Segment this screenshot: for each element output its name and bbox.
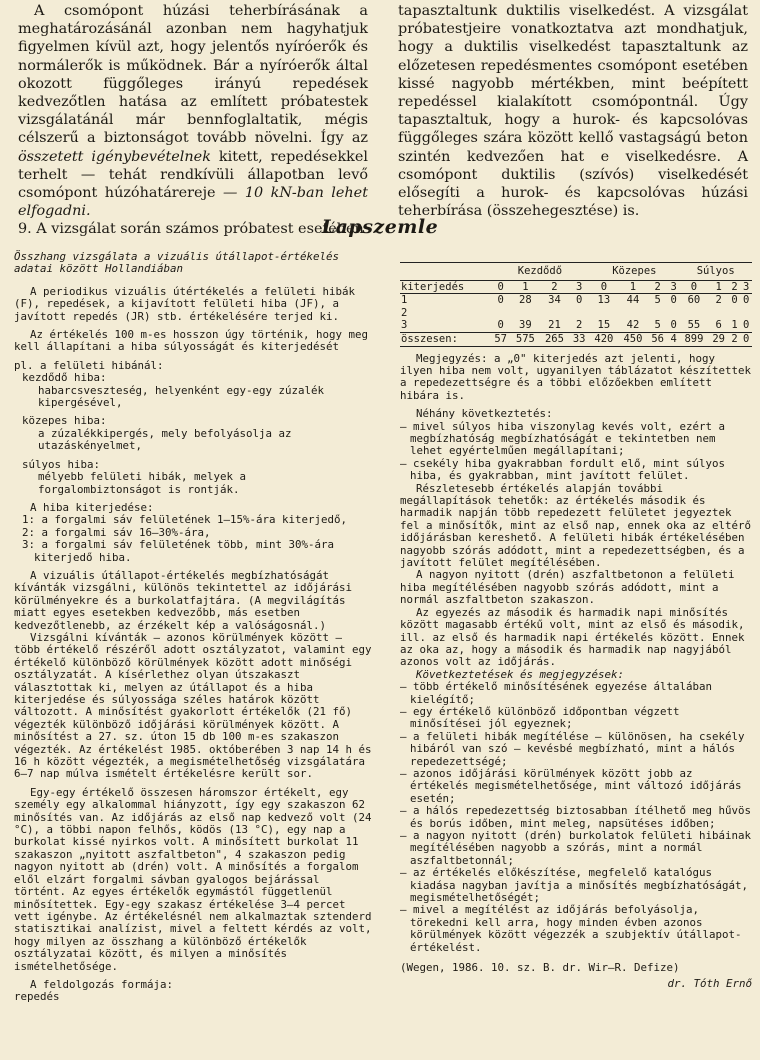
table-row-label: 1 (401, 294, 408, 307)
section-heading: Lapszemle (321, 216, 439, 238)
table-row (400, 319, 752, 332)
paragraph: A vizuális útállapot-értékelés megbízhatóságát kívánták vizsgálni, különös tekintettel az időjárási körülményekre és a burkolatfajtára. (A megvilágítás miatt egyes esetekben kedvezőbb, más esetben kedvezőtlenebb, az érzékelt kép a valóságosnál.) (14, 568, 353, 632)
text: A csomópont húzási teherbírásának a meghatározásánál azonban nem hagyhatjuk figyelmen kívül azt, hogy jelentős nyíróerők és normálerők is működnek. Bár a nyíróerők által okozott függőleges irányú repedések kedvezőtlen hatása az említett próbatestek vizsgálatánál már bennfoglaltatik, mégis célszerű a biztonságot tovább növelni. Így az (18, 3, 368, 147)
table-row-label: 3 (401, 319, 408, 332)
table-cell: 56 (648, 332, 668, 346)
table-cell: 899 (679, 332, 708, 346)
table-cell: 2 (715, 294, 722, 307)
paragraph: Az értékelés 100 m-es hosszon úgy történik, hogy meg kell állapítani a hiba súlyosságát és kiterjedését (14, 328, 369, 354)
table-cell: 2 (540, 280, 569, 294)
table-cell: 3 (668, 280, 680, 294)
table-cell: 6 (715, 319, 722, 332)
article-title (14, 251, 372, 276)
table-cell: 2 (729, 280, 741, 294)
top-left-column (18, 2, 368, 239)
table-cell: 1 (511, 280, 540, 294)
paragraph: Az egyezés az második és harmadik napi minősítés között magasabb értékű volt, mint az első és második, ill. az első és harmadik napi értékelés között. Ennek az oka az, hogy a második és harmadik nap nagyjából azonos volt az időjárás. (400, 605, 745, 669)
definition-text: a zúzalékkipergés, mely befolyásolja az utazáskényelmet, (38, 426, 292, 453)
table-cell: 1 (731, 319, 738, 332)
article-title-line: adatai között Hollandiában (14, 262, 184, 276)
table-row-label: 2 (401, 306, 408, 319)
definition-label: közepes hiba: (22, 414, 107, 428)
list-item: 3: a forgalmi sáv felületének több, mint 30%-ára kiterjedő hiba. (22, 538, 335, 564)
paragraph: A nagyon nyitott (drén) aszfaltbetonon a felületi hiba megítélésében nagyobb szórás adódott, mint a normál aszfaltbeton szakaszon. (400, 568, 735, 607)
table-cell: 1 (618, 280, 647, 294)
list-item: — csekély hiba gyakrabban fordult elő, mint súlyos hiba, és gyakrabban, mint javított felület. (400, 456, 726, 483)
table-cell: 0 (490, 280, 510, 294)
table-cell: 57 (490, 332, 510, 346)
table-cell: 1 (708, 280, 728, 294)
table-cell: 0 (497, 294, 504, 307)
table-cell: 2 (729, 332, 741, 346)
table-cell: 44 (626, 294, 640, 307)
top-right-column (398, 2, 748, 220)
table-cell: 0 (670, 294, 677, 307)
table-cell: 28 (519, 294, 532, 307)
table-cell: 55 (687, 319, 701, 332)
table-cell: 39 (519, 319, 532, 332)
table-cell: 60 (687, 294, 701, 307)
table-cell: 0 (497, 319, 504, 332)
paragraph: tapasztaltunk duktilis viselkedést. A vizsgálat próbatestjeire vonatkoztatva azt mondhatjuk, hogy a duktilis viselkedést tapasztaltunk az előzetesen repedésmentes csomópont esetében kissé nagyobb mértékben, mint beépített repedéssel kialakított csomópontnál. Úgy tapasztaltuk, hogy a hurok- és kapcsolóvas függőleges szára között kellő vastagságú beton szintén kedvezően hat e viselkedésre. A csomópont duktilis (szívós) viselkedését elősegíti a hurok- és kapcsolóvas húzási teherbírása (összehegesztése) is. (398, 3, 748, 220)
table-header-row (400, 263, 752, 281)
table-cell: 0 (731, 294, 738, 307)
article-right-column (400, 262, 752, 991)
list-item: — a nagyon nyitott (drén) burkolatok felületi hibáinak megítélésében nagyobb a szórás, mint a normál aszfaltbetonnál; (400, 829, 752, 867)
table-cell: 420 (589, 332, 618, 346)
list-item: — az értékelés előkészítése, megfelelő katalógus kiadása nagyban javítja a minősítés megbízhatóságát, megismételhetőségét; (400, 866, 749, 905)
table-cell: 0 (589, 280, 618, 294)
table-cell (400, 263, 490, 281)
text: kitett, repedésekkel terhelt — tehát rendkívüli állapotban levő csomópont húzóhatárereje (18, 148, 368, 202)
table-cell: 34 (548, 294, 561, 307)
list-item: — a hálós repedezettség biztosabban ítélhető meg hűvös és borús időben, mint meleg, napsütéses időben; (400, 804, 752, 830)
table-cell: 3 (569, 280, 589, 294)
list-item: 2: a forgalmi sáv 16—30%-ára, (22, 525, 211, 539)
table-cell: 0 (670, 319, 677, 332)
table-cell: 450 (618, 332, 647, 346)
table-cell: 0 (743, 319, 750, 332)
definition-text: habarcsveszteség, helyenként egy-egy zúzalék kipergésével, (38, 383, 325, 410)
list-item: — mivel súlyos hiba viszonylag kevés volt, ezért a megbízhatóság megbízhatóságát e tekintetben nem lehet egyértelműen megállapítani; (400, 419, 726, 458)
source-citation: (Wegen, 1986. 10. sz. B. dr. Wir—R. Defize) (400, 961, 680, 975)
table-row (400, 294, 752, 307)
paragraph: Vizsgálni kívánták — azonos körülmények között — több értékelő részéről adott osztályzatot, valamint egy értékelő különböző körülmények között adott minőségi osztályzatát. A kísérlethez olyan útszakaszt választottak ki, melyen az útállapot és a hiba kiterjedése és súlyossága széles határok között változott. A minősítést gyakorlott értékelők (21 fő) végezték különböző időjárási körülmények között. A minősítést a 27. sz. úton 15 db 100 m-es szakaszon végezték. Az értékelést 1985. októberében 3 nap 14 h és 16 h között végezték, a megismételhetőség vizsgálatára 6—7 nap múlva ismételt értékelésre került sor. (14, 630, 372, 781)
table-group-header: Súlyos (679, 263, 752, 281)
list-item: — egy értékelő különböző időpontban végzett minősítései jól egyeznek; (400, 704, 680, 731)
table-cell: 21 (548, 319, 561, 332)
emphasis-text: összetett igénybevételnek (18, 148, 211, 165)
definition-label: kezdődő hiba: (22, 371, 107, 385)
list-item: — azonos időjárási körülmények között jobb az értékelés megismételhetősége, mint változó időjárás esetén; (400, 766, 742, 805)
table-row (400, 307, 752, 320)
definition-label: súlyos hiba: (22, 457, 101, 471)
table-sum-row (400, 332, 752, 346)
table-cell: 4 (668, 332, 680, 346)
table-row-label: kiterjedés (400, 280, 490, 294)
table-cell: 5 (654, 319, 661, 332)
paragraph: Egy-egy értékelő összesen háromszor értékelt, egy személy egy alkalommal hiányzott, így egy szakaszon 62 minősítés van. Az időjárás az első nap kedvező volt (24 °C), a többi napon felhős, ködös (13 °C), egy nap a burkolat kissé nyirkos volt. A minősített burkolat 11 szakaszon „nyitott aszfaltbeton", 4 szakaszon pedig nagyon nyitott ab (drén) volt. A minősítés a forgalom elől elzárt forgalmi sávban gyalogos bejárással történt. Az egyes értékelők egymástól függetlenül minősítettek. Egy-egy szakasz értékelése 3—4 percet vett igénybe. Az értékelésnél nem alkalmaztak sztenderd statisztikai analízist, mivel a feltett kérdés az volt, hogy milyen az összhang a különböző értékelők osztályzatai között, és milyen a minősítés ismételhetősége. (14, 785, 372, 973)
table-cell: 15 (597, 319, 611, 332)
list-item: — a felületi hibák megítélése — különösen, ha csekély hibáról van szó — kevésbé megbízható, mint a hálós repedezettségé; (400, 729, 745, 768)
table-cell: 33 (569, 332, 589, 346)
paragraph: A hiba kiterjedése: (30, 500, 154, 514)
subheading: Következtetések és megjegyzések: (416, 667, 625, 681)
table-row-label: összesen: (400, 332, 490, 346)
paragraph: A feldolgozás formája: (30, 977, 174, 991)
author-signature: dr. Tóth Ernő (667, 977, 752, 991)
list-item: — mivel a megítélést az időjárás befolyásolja, törekedni kell arra, hogy minden évben azonos körülmények között végezzék a szubjektív útállapot-értékelést. (400, 903, 742, 954)
table-cell: 265 (540, 332, 569, 346)
table-cell: 0 (743, 294, 750, 307)
table-cell: 0 (576, 294, 583, 307)
table-cell: 5 (654, 294, 661, 307)
table-cell: 13 (597, 294, 611, 307)
emphasis-text: — 10 kN-ban lehet elfogadni. (18, 185, 368, 220)
paragraph: A periodikus vizuális útértékelés a felületi hibák (F), repedések, a kijavított felületi hiba (JF), a javított repedés (JR) stb. értékelésére terjed ki. (14, 284, 356, 323)
article-left-column (14, 251, 372, 1004)
table-group-header: Közepes (589, 263, 679, 281)
list-item: — több értékelő minősítésének egyezése általában kielégítő; (400, 680, 713, 706)
table-cell: 2 (648, 280, 668, 294)
table-cell: 42 (626, 319, 640, 332)
paragraph: repedés (14, 990, 60, 1004)
table-group-header: Kezdődő (490, 263, 589, 281)
table-cell: 3 (740, 280, 752, 294)
table-cell: 575 (511, 332, 540, 346)
paragraph: pl. a felületi hibánál: (14, 358, 164, 372)
list-item: 1: a forgalmi sáv felületének 1—15%-ára kiterjedő, (22, 513, 348, 527)
table-cell: 0 (679, 280, 708, 294)
article-title-line: Összhang vizsgálata a vizuális útállapot-értékelés (14, 250, 340, 263)
paragraph: Részletesebb értékelés alapján további megállapítások tehetők: az értékelés második és harmadik napján több repedezett felületet jegyeztek fel a minősítők, mint az első nap, ennek oka az eltérő időjárásban kereshető. A felületi hibák értékelésében nagyobb szórás adódott, mint a repedezettségben, és a javított felület megítélésében. (400, 481, 752, 570)
paragraph (18, 2, 368, 220)
paragraph: Megjegyzés: a „0" kiterjedés azt jelenti, hogy ilyen hiba nem volt, ugyanilyen táblázatot készítettek a repedezettségre és a többi előzőekben említett hibára is. (400, 351, 752, 402)
paragraph: 9. A vizsgálat során számos próbatest esetében (18, 221, 364, 238)
paragraph: Néhány következtetés: (416, 407, 553, 421)
table-cell: 0 (740, 332, 752, 346)
table-cell: 2 (576, 319, 583, 332)
table-cell (490, 307, 752, 320)
table-cell: 29 (708, 332, 728, 346)
table-row (400, 280, 752, 294)
results-table (400, 262, 752, 347)
definition-text: mélyebb felületi hibák, melyek a forgalombiztonságot is rontják. (38, 470, 247, 496)
